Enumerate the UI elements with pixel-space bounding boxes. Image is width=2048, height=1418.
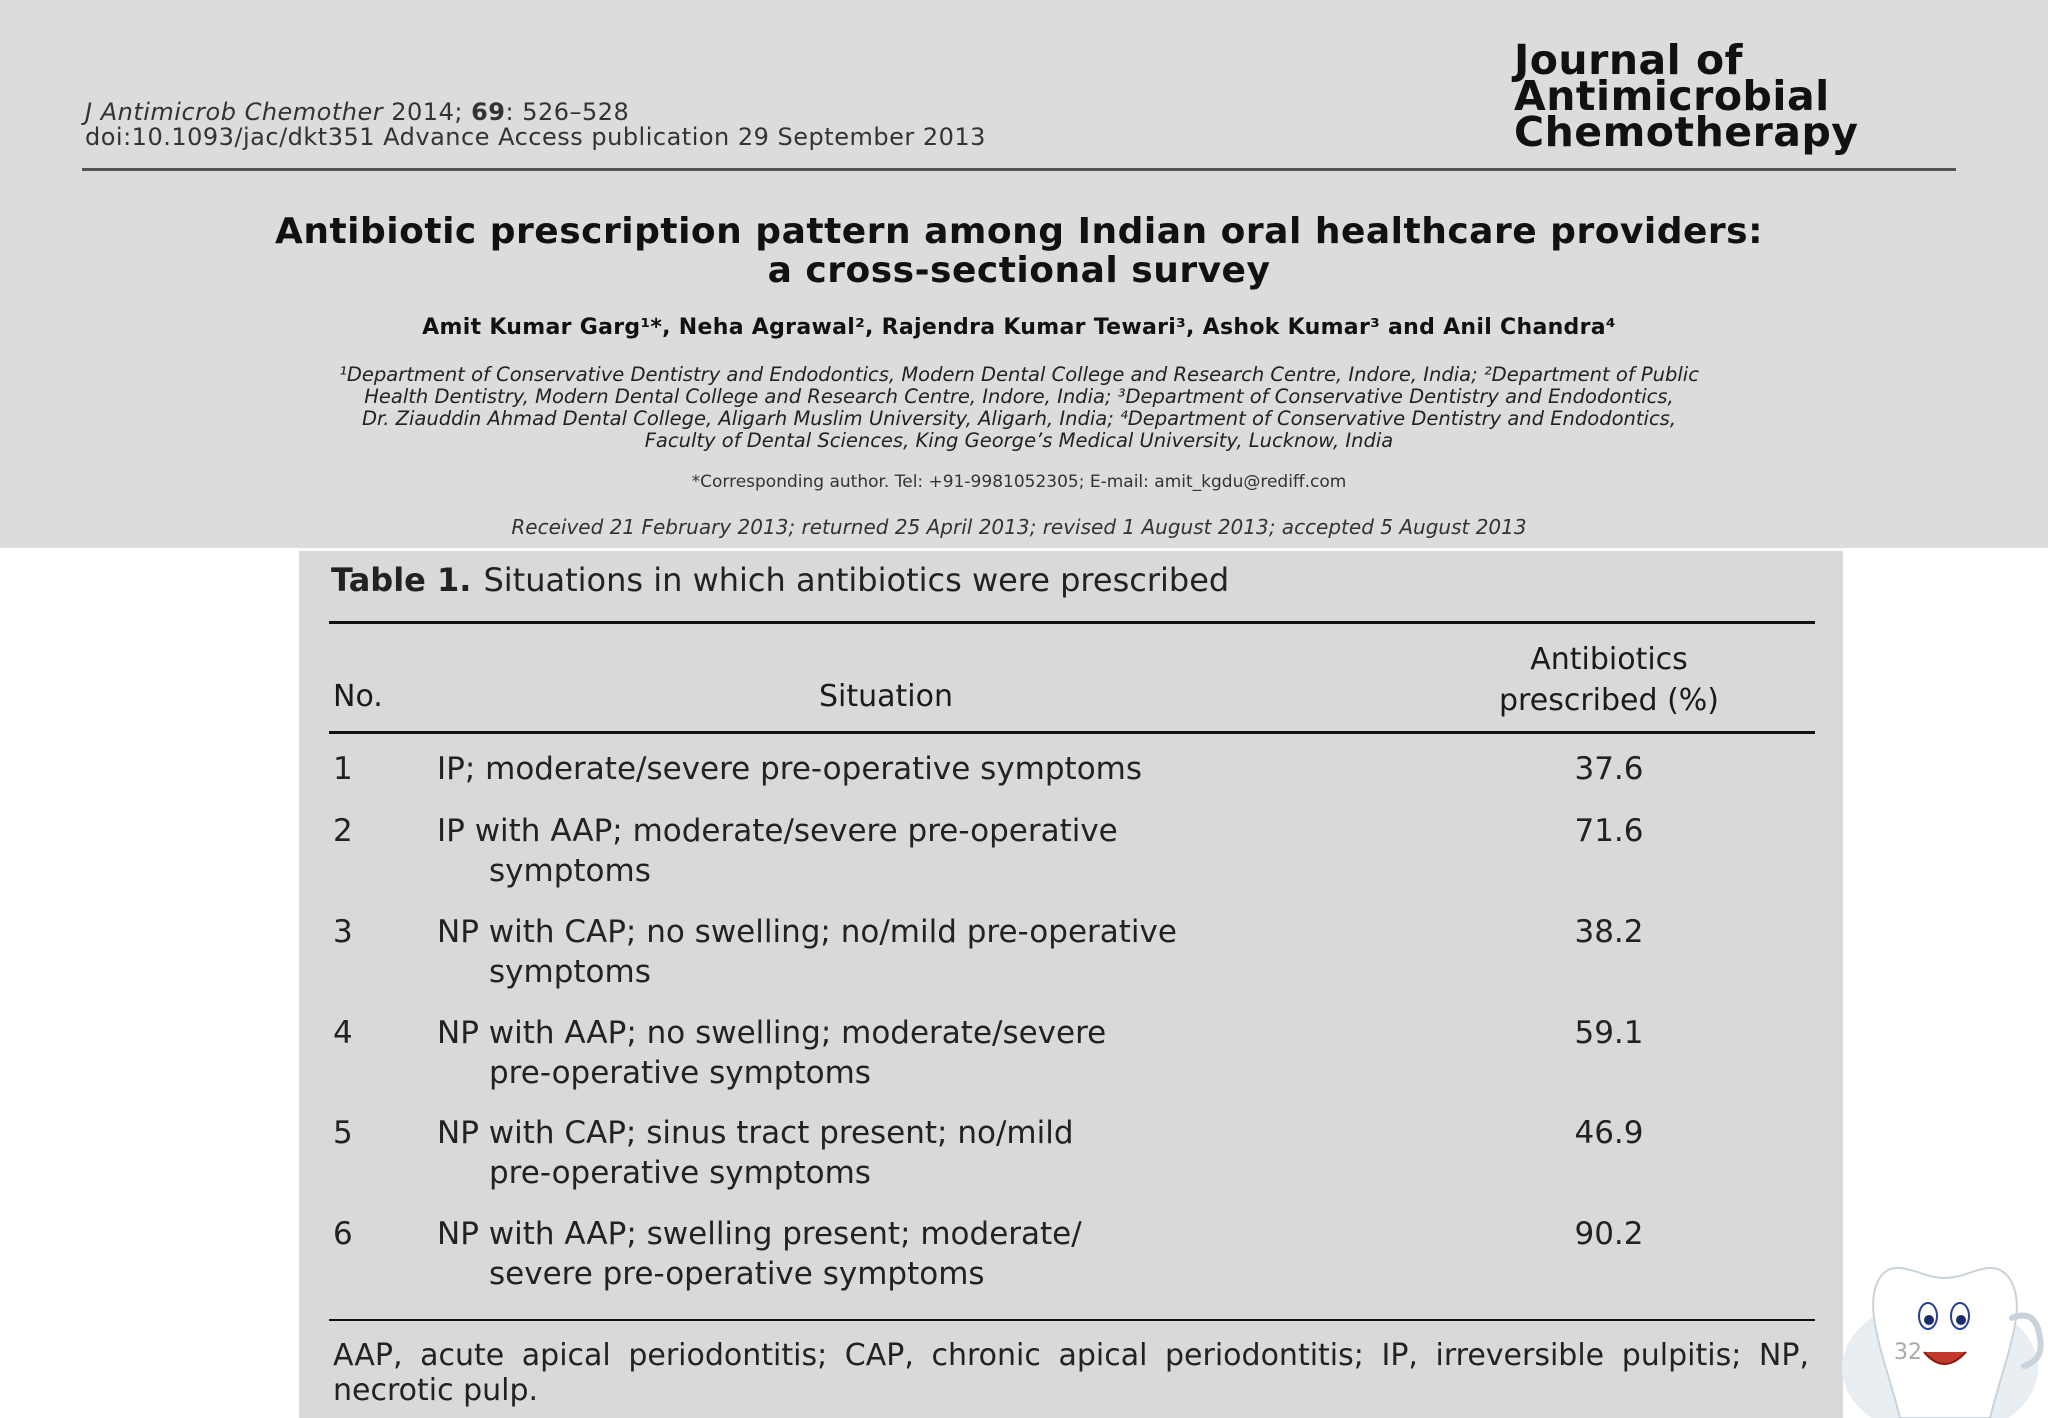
author-list: Amit Kumar Garg¹*, Neha Agrawal², Rajendra Kumar Tewari³, Ashok Kumar³ and Anil Chandra⁴ bbox=[422, 315, 1616, 340]
row-situation-line: symptoms bbox=[489, 954, 651, 990]
row-number: 4 bbox=[333, 1015, 353, 1051]
affiliation-line: Dr. Ziauddin Ahmad Dental College, Aligarh Muslim University, Aligarh, India; ⁴Department of Conservative Dentistry and Endodontics, bbox=[361, 407, 1677, 430]
citation-journal: J Antimicrob Chemother bbox=[85, 98, 384, 126]
column-header-no: No. bbox=[333, 679, 383, 714]
journal-logo bbox=[1514, 36, 1859, 156]
tooth-mascot-icon bbox=[1840, 1248, 2048, 1418]
citation-pages: : 526–528 bbox=[505, 98, 630, 126]
citation-year: 2014; bbox=[391, 98, 463, 126]
row-situation bbox=[437, 1214, 1397, 1294]
table-header-rule bbox=[329, 731, 1815, 734]
affiliation-line: Health Dentistry, Modern Dental College and Research Centre, Indore, India; ³Department of Conservative Dentistry and Endodontics, bbox=[364, 385, 1674, 408]
row-situation-line: NP with CAP; no swelling; no/mild pre-operative bbox=[437, 914, 1177, 950]
journal-logo-line: Journal of bbox=[1514, 36, 1744, 84]
table-panel bbox=[299, 551, 1843, 1418]
table-caption bbox=[331, 561, 1229, 599]
column-header-situation: Situation bbox=[819, 679, 954, 714]
row-situation-line: NP with AAP; no swelling; moderate/severe bbox=[437, 1015, 1107, 1051]
column-header-antibiotics bbox=[1469, 639, 1749, 721]
affiliation-line: ¹Department of Conservative Dentistry and Endodontics, Modern Dental College and Research Centre, Indore, India; ²Department of Public bbox=[339, 363, 1699, 386]
table-footnote: AAP, acute apical periodontitis; CAP, chronic apical periodontitis; IP, irreversible pulpitis; NP, necrotic pulp. bbox=[333, 1338, 1809, 1408]
row-percent: 46.9 bbox=[1574, 1115, 1644, 1151]
row-situation bbox=[437, 749, 1397, 789]
row-number: 6 bbox=[333, 1216, 353, 1252]
row-situation-line: pre-operative symptoms bbox=[489, 1055, 871, 1091]
received-dates: Received 21 February 2013; returned 25 April 2013; revised 1 August 2013; accepted 5 August 2013 bbox=[511, 515, 1527, 539]
row-situation-line: IP; moderate/severe pre-operative symptoms bbox=[437, 751, 1143, 787]
paper-title-line: Antibiotic prescription pattern among Indian oral healthcare providers: bbox=[274, 211, 1763, 252]
table-top-rule bbox=[329, 621, 1815, 624]
paper-title-line: a cross-sectional survey bbox=[767, 250, 1271, 291]
row-situation bbox=[437, 1113, 1397, 1193]
journal-logo-line: Chemotherapy bbox=[1514, 108, 1859, 156]
row-situation-line: pre-operative symptoms bbox=[489, 1155, 871, 1191]
affiliation-line: Faculty of Dental Sciences, King George’s Medical University, Lucknow, India bbox=[644, 429, 1394, 452]
row-percent: 90.2 bbox=[1574, 1216, 1644, 1252]
row-situation bbox=[437, 912, 1397, 992]
paper-header bbox=[0, 0, 2048, 548]
row-number: 2 bbox=[333, 813, 353, 849]
header-divider bbox=[82, 168, 1956, 171]
row-situation bbox=[437, 1013, 1397, 1093]
table-caption-label: Table 1. bbox=[331, 561, 472, 599]
column-header-antibiotics-line: Antibiotics bbox=[1530, 642, 1688, 677]
row-number: 1 bbox=[333, 751, 353, 787]
journal-logo-line: Antimicrobial bbox=[1514, 72, 1830, 120]
corresponding-author: *Corresponding author. Tel: +91-9981052305; E-mail: amit_kgdu@rediff.com bbox=[691, 472, 1347, 492]
row-percent: 71.6 bbox=[1574, 813, 1644, 849]
row-percent: 59.1 bbox=[1574, 1015, 1644, 1051]
row-situation-line: IP with AAP; moderate/severe pre-operative bbox=[437, 813, 1118, 849]
row-percent: 37.6 bbox=[1574, 751, 1644, 787]
row-situation-line: severe pre-operative symptoms bbox=[489, 1256, 985, 1292]
row-number: 5 bbox=[333, 1115, 353, 1151]
citation bbox=[85, 100, 986, 150]
table-caption-text: Situations in which antibiotics were prescribed bbox=[483, 561, 1230, 599]
slide-number: 32 bbox=[1894, 1340, 1922, 1365]
row-percent: 38.2 bbox=[1574, 914, 1644, 950]
table-bottom-rule bbox=[329, 1319, 1815, 1321]
row-situation bbox=[437, 811, 1397, 891]
row-number: 3 bbox=[333, 914, 353, 950]
affiliations bbox=[82, 364, 1956, 452]
row-situation-line: NP with AAP; swelling present; moderate/ bbox=[437, 1216, 1082, 1252]
row-situation-line: symptoms bbox=[489, 853, 651, 889]
paper-title bbox=[82, 212, 1956, 290]
citation-volume: 69 bbox=[471, 98, 506, 126]
column-header-antibiotics-line: prescribed (%) bbox=[1499, 683, 1719, 718]
row-situation-line: NP with CAP; sinus tract present; no/mild bbox=[437, 1115, 1074, 1151]
doi-line: doi:10.1093/jac/dkt351 Advance Access publication 29 September 2013 bbox=[85, 123, 986, 151]
